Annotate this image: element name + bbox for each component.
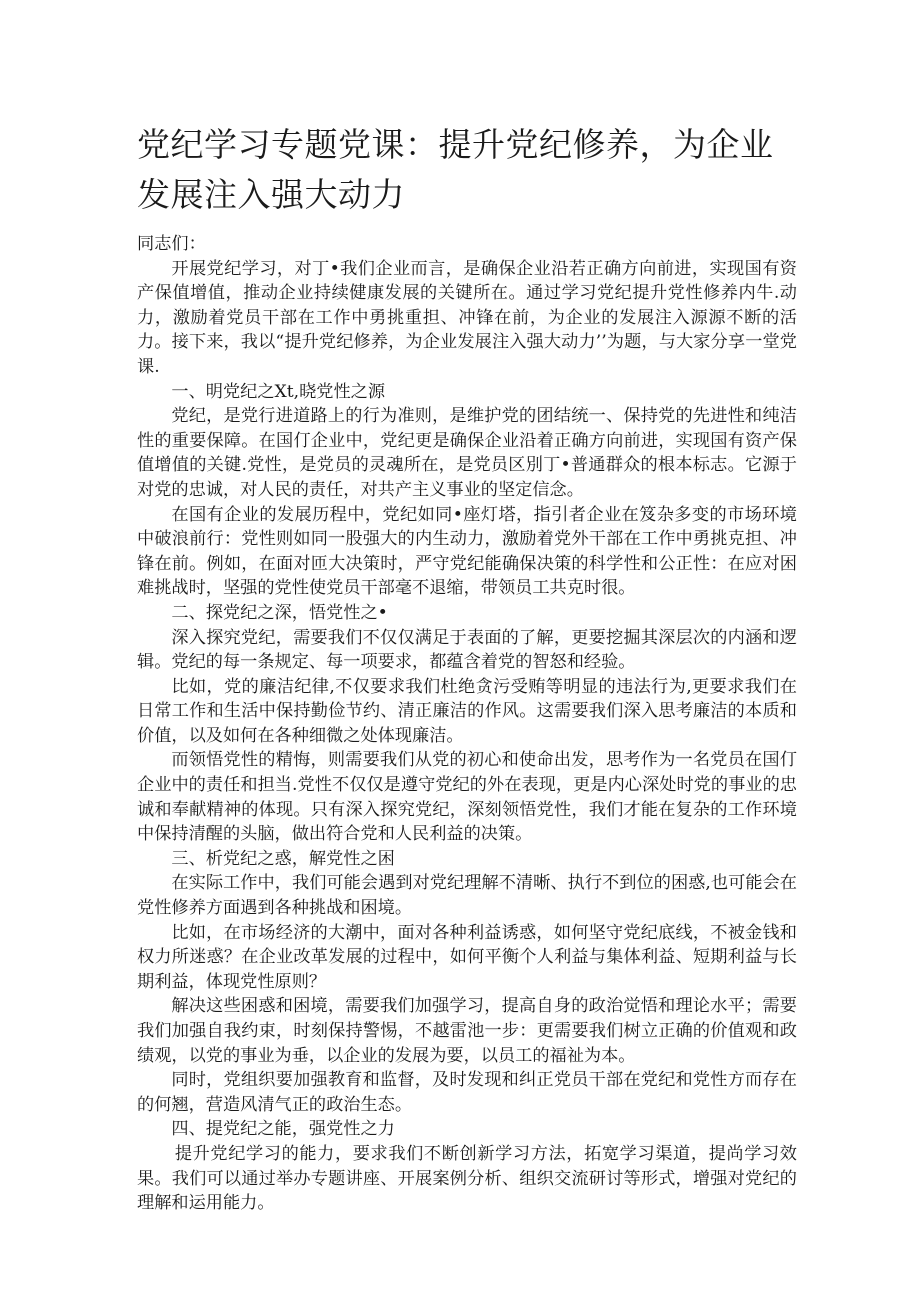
section-heading: 二、探党纪之深，悟党性之•	[171, 602, 388, 623]
body-paragraph: 比如，党的廉洁纪律,不仅要求我们杜绝贪污受贿等明显的违法行为,更要求我们在日常工作和生活中保持勤俭节约、清正廉洁的作风。这需要我们深入思考廉洁的本质和价值，以及如何在各种细微之处体现廉洁。	[137, 676, 797, 746]
body-paragraph: 开展党纪学习，对丁•我们企业而言，是确保企业沿若正确方向前进，实现国有资产保值增值，推动企业持续健康发展的关键所在。通过学习党纪提升党性修养内牛.动力，激励着党员干部在工作中勇挑重担、冲锋在前，为企业的发展注入源源不断的活力。接下来，我以“提升党纪修养，为企业发展注入强大动力’’为题，与大家分享一堂党课.	[137, 258, 797, 377]
body-paragraph: 比如，在市场经济的大潮中，面对各种利益诱惑，如何坚守党纪底线，不被金钱和权力所迷惑？在企业改革发展的过程中，如何平衡个人利益与集体利益、短期利益与长期利益，体现党性原则？	[137, 922, 797, 992]
body-paragraph: 解决这些困惑和困境，需要我们加强学习，提高自身的政治觉悟和理论水平；需要我们加强自我约束，时刻保持警惕，不越雷池一步：更需要我们树立正确的价值观和政绩观，以党的事业为垂，以企业的发展为要，以员工的福祉为本。	[137, 996, 797, 1066]
document-title: 党纪学习专题党课：提升党纪修养，为企业发展注入强大动力	[137, 125, 774, 214]
body-paragraph: 在实际工作中，我们可能会遇到对党纪理解不清晰、执行不到位的困惑,也可能会在党性修养方面遇到各种挑战和困境。	[137, 873, 797, 919]
document-body	[137, 232, 797, 1216]
body-paragraph: 同时，党组织要加强教育和监督，及时发现和纠正党员干部在党纪和党性方而存在的何翘，营造风清气正的政治生态。	[137, 1070, 797, 1115]
body-paragraph: 提升党纪学习的能力，要求我们不断创新学习方法，拓宽学习渠道，提尚学习效果。我们可以通过举办专题讲座、开展案例分析、组织交流研讨等形式，增强对党纪的理解和运用能力。	[137, 1143, 797, 1214]
paragraph-list	[137, 257, 797, 1216]
body-paragraph: 党纪，是党行进道路上的行为准则，是维护党的团结统一、保持党的先进性和纯洁性的重要保障。在国仃企业中，党纪更是确保企业沿着正确方向前进，实现国有资产保值增值的关键.党性，是党员的灵魂所在，是党员区別丁•普通群众的根本标志。它源于对党的忠诚，对人民的责任，对共产主义事业的坚定信念。	[137, 406, 797, 500]
body-paragraph: 深入探究党纪，需要我们不仅仅满足于表面的了解，更要挖掘其深层次的内涵和逻辑。党纪的每一条规定、每一项要求，都蕴含着党的智怒和经验。	[137, 627, 797, 673]
section-heading: 四、提党纪之能，强党性之力	[171, 1119, 395, 1140]
body-paragraph: 在国有企业的发展历程中，党纪如同•座灯塔，指引者企业在笈杂多变的市场环境中破浪前行：党性则如同一股强大的内生动力，激励着党外干部在工作中勇挑克担、冲锋在前。例如，在面对匝大决策时，严守党纪能确保决策的科学性和公正性：在应对困难挑战时，坚强的党性使党员干部毫不退缩，带领员工共克时很。	[137, 504, 797, 599]
section-heading: 三、析党纪之惑，解党性之困	[171, 848, 395, 869]
body-paragraph: 而领悟党性的精悔，则需要我们从党的初心和使命出发，思考作为一名党员在国仃企业中的责任和担当.党性不仅仅是遵守党纪的外在表现，更是内心深处时党的事业的忠诚和奉献精神的体现。只有深入探究党纪，深刻领悟党性，我们才能在复杂的工作环境中保持清醒的头脑，做出符合党和人民利益的决策。	[137, 750, 797, 845]
salutation: 同志们：	[137, 234, 206, 254]
section-heading: 一、明党纪之Xt,晓党性之源	[171, 381, 386, 402]
